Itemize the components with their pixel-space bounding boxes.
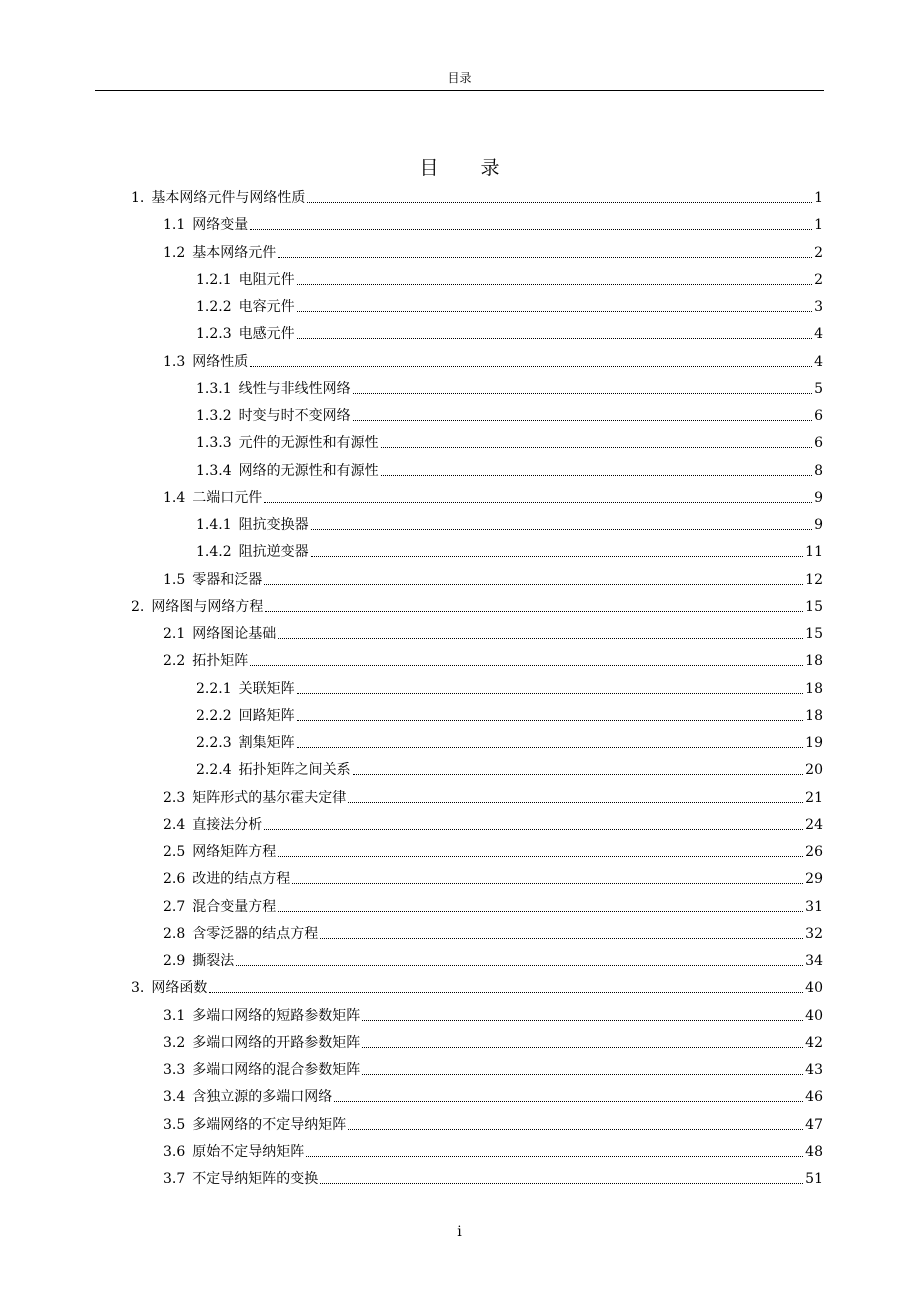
toc-entry-number: 2.2: [163, 653, 186, 670]
toc-entry-title: 线性与非线性网络: [238, 380, 351, 397]
toc-entry[interactable]: [163, 486, 823, 508]
toc-entry-page: 29: [805, 871, 823, 888]
toc-entry[interactable]: [163, 350, 823, 372]
toc-entry-leader: [264, 502, 812, 503]
toc-entry-number: 1.1: [163, 217, 186, 234]
toc-entry-leader: [297, 720, 804, 721]
toc-entry[interactable]: [196, 459, 823, 481]
toc-entry-leader: [297, 747, 804, 748]
toc-entry-title: 拓扑矩阵: [192, 653, 249, 670]
toc-entry-leader: [381, 447, 812, 448]
toc-entry-page: 32: [805, 925, 823, 942]
toc-entry-number: 3.4: [163, 1089, 186, 1106]
toc-entry-number: 1.2.2: [196, 299, 232, 315]
toc-entry[interactable]: [163, 813, 823, 835]
toc-entry-title: 电感元件: [238, 326, 295, 343]
toc-entry-number: 2.4: [163, 816, 186, 833]
toc-entry-title: 时变与时不变网络: [238, 408, 351, 424]
toc-entry[interactable]: [196, 431, 823, 453]
toc-entry-title: 多端口网络的开路参数矩阵: [192, 1034, 361, 1051]
toc-entry[interactable]: [163, 840, 823, 862]
toc-entry[interactable]: [131, 595, 823, 617]
toc-entry-number: 1.2.1: [196, 271, 232, 288]
toc-entry-leader: [278, 257, 812, 258]
toc-entry[interactable]: [196, 704, 823, 726]
toc-entry[interactable]: [196, 758, 823, 780]
page-number: i: [457, 1224, 462, 1240]
toc-entry-page: 40: [805, 1007, 823, 1024]
toc-entry-title: 二端口元件: [192, 489, 263, 506]
toc-entry[interactable]: [163, 622, 823, 644]
toc-entry-number: 2.2.3: [196, 735, 232, 751]
toc-entry-page: 40: [805, 980, 823, 997]
toc-entry[interactable]: [196, 731, 823, 753]
toc-entry-page: 5: [814, 380, 823, 397]
toc-entry-title: 多端网络的不定导纳矩阵: [192, 1116, 347, 1133]
toc-entry-leader: [264, 584, 803, 585]
toc-entry-number: 1.3.4: [196, 462, 232, 479]
toc-entry-number: 3.7: [163, 1171, 186, 1187]
toc-entry-title: 关联矩阵: [238, 680, 295, 697]
toc-entry-leader: [381, 475, 812, 476]
toc-entry-page: 9: [814, 489, 823, 506]
toc-entry[interactable]: [196, 540, 823, 562]
toc-entry[interactable]: [163, 568, 823, 590]
toc-entry[interactable]: [196, 295, 823, 317]
toc-entry-number: 1.2: [163, 244, 186, 261]
toc-entry[interactable]: [163, 949, 823, 971]
toc-entry-page: 51: [805, 1171, 823, 1187]
toc-entry-leader: [353, 393, 812, 394]
toc-entry-number: 2.: [131, 598, 145, 615]
toc-entry-title: 不定导纳矩阵的变换: [192, 1171, 319, 1187]
toc-entry-leader: [250, 366, 812, 367]
toc-entry[interactable]: [196, 377, 823, 399]
toc-entry[interactable]: [196, 513, 823, 535]
toc-entry-number: 1.4: [163, 489, 186, 506]
toc-entry-page: 8: [814, 462, 823, 479]
toc-entry[interactable]: [163, 241, 823, 263]
toc-entry-page: 42: [805, 1034, 823, 1051]
toc-entry-page: 4: [814, 326, 823, 343]
toc-entry-page: 2: [814, 271, 823, 288]
toc-entry-number: 3.2: [163, 1034, 186, 1051]
toc-entry-page: 15: [805, 598, 823, 615]
toc-entry-leader: [297, 338, 812, 339]
toc-entry-page: 47: [805, 1116, 823, 1133]
toc-entry-title: 网络图论基础: [192, 626, 277, 642]
toc-entry-leader: [292, 883, 803, 884]
toc-entry-leader: [209, 992, 803, 993]
toc-entry-number: 3.6: [163, 1143, 186, 1160]
toc-entry-page: 20: [805, 762, 823, 779]
toc-entry-page: 11: [805, 544, 823, 561]
toc-entry[interactable]: [163, 1058, 823, 1080]
toc-entry-title: 直接法分析: [192, 816, 263, 833]
toc-entry-title: 多端口网络的短路参数矩阵: [192, 1007, 361, 1024]
toc-entry-number: 2.6: [163, 871, 186, 888]
toc-entry-title: 零器和泛器: [192, 571, 263, 588]
toc-entry-page: 26: [805, 844, 823, 860]
toc-entry-title: 混合变量方程: [192, 898, 277, 915]
toc-entry-title: 电阻元件: [238, 271, 295, 288]
toc-entry-number: 1.5: [163, 571, 186, 588]
toc-entry-leader: [320, 938, 803, 939]
toc-entry-number: 1.4.1: [196, 517, 232, 533]
toc-entry-leader: [297, 311, 812, 312]
toc-entry-leader: [264, 829, 803, 830]
toc-entry-leader: [250, 665, 803, 666]
toc-entry-page: 4: [814, 353, 823, 370]
toc-entry-leader: [297, 693, 804, 694]
toc-entry-leader: [306, 1156, 803, 1157]
toc-entry-page: 18: [805, 653, 823, 670]
toc-entry-leader: [362, 1074, 803, 1075]
toc-entry[interactable]: [163, 895, 823, 917]
toc-entry-leader: [348, 1129, 803, 1130]
toc-entry[interactable]: [196, 322, 823, 344]
toc-entry-page: 34: [805, 953, 823, 969]
toc-entry-number: 2.8: [163, 925, 186, 942]
toc-entry-page: 18: [805, 680, 823, 697]
toc-entry-leader: [236, 965, 803, 966]
toc-entry-leader: [353, 420, 812, 421]
toc-entry[interactable]: [163, 1031, 823, 1053]
toc-entry-title: 矩阵形式的基尔霍夫定律: [192, 789, 347, 806]
toc-entry[interactable]: [163, 1113, 823, 1135]
running-header: 目录: [447, 71, 472, 85]
toc-entry-title: 多端口网络的混合参数矩阵: [192, 1062, 361, 1078]
toc-entry-title: 网络的无源性和有源性: [238, 462, 379, 479]
toc-entry-page: 19: [805, 735, 823, 751]
toc-entry-number: 3.: [131, 980, 145, 997]
toc-entry-leader: [297, 284, 812, 285]
toc-entry-title: 元件的无源性和有源性: [238, 435, 379, 452]
toc-entry-number: 1.: [131, 190, 145, 206]
toc-entry-page: 12: [805, 571, 823, 588]
toc-title: 目 录: [419, 157, 518, 179]
toc-entry-number: 1.3.3: [196, 435, 232, 452]
toc-entry-title: 网络性质: [192, 353, 249, 370]
toc-entry-leader: [334, 1101, 803, 1102]
toc-entry-title: 电容元件: [238, 299, 295, 315]
toc-entry-page: 1: [814, 217, 823, 234]
toc-entry-leader: [311, 529, 812, 530]
toc-entry-number: 1.3.1: [196, 380, 232, 397]
toc-entry-number: 2.2.1: [196, 680, 232, 697]
toc-entry-title: 阻抗逆变器: [238, 544, 309, 561]
toc-entry-number: 2.1: [163, 626, 186, 642]
toc-entry-title: 阻抗变换器: [238, 517, 309, 533]
toc-entry-number: 1.2.3: [196, 326, 232, 343]
toc-entry-number: 3.3: [163, 1062, 186, 1078]
toc-entry[interactable]: [163, 1085, 823, 1107]
toc-entry-leader: [278, 911, 803, 912]
toc-entry-number: 2.2.2: [196, 707, 232, 724]
toc-entry-leader: [311, 556, 804, 557]
toc-entry-number: 2.9: [163, 953, 186, 969]
toc-entry-title: 撕裂法: [192, 953, 235, 969]
toc-entry-number: 1.3: [163, 353, 186, 370]
toc-entry-title: 网络变量: [192, 217, 249, 234]
toc-entry-page: 6: [814, 435, 823, 452]
toc-entry-title: 网络函数: [151, 980, 208, 997]
toc-entry-number: 3.5: [163, 1116, 186, 1133]
toc-entry-page: 21: [805, 789, 823, 806]
toc-entry-leader: [278, 638, 803, 639]
toc-entry-leader: [353, 774, 804, 775]
toc-entry-leader: [250, 229, 812, 230]
toc-entry[interactable]: [163, 1140, 823, 1162]
toc-entry-number: 1.4.2: [196, 544, 232, 561]
toc-entry-number: 2.5: [163, 844, 186, 860]
toc-entry-title: 基本网络元件与网络性质: [151, 190, 306, 206]
toc-entry-leader: [348, 802, 803, 803]
toc-entry-title: 改进的结点方程: [192, 871, 291, 888]
toc-entry-page: 48: [805, 1143, 823, 1160]
toc-entry-number: 2.3: [163, 789, 186, 806]
toc-entry-title: 含零泛器的结点方程: [192, 925, 319, 942]
toc-entry-leader: [320, 1183, 803, 1184]
toc-entry-page: 15: [805, 626, 823, 642]
toc-entry[interactable]: [163, 649, 823, 671]
toc-entry-leader: [265, 611, 803, 612]
toc-entry[interactable]: [163, 213, 823, 235]
toc-entry-number: 2.2.4: [196, 762, 232, 779]
toc-entry-title: 含独立源的多端口网络: [192, 1089, 333, 1106]
toc-entry-page: 2: [814, 244, 823, 261]
toc-entry-page: 43: [805, 1062, 823, 1078]
toc-entry-page: 24: [805, 816, 823, 833]
toc-entry-page: 9: [814, 517, 823, 533]
toc-entry-title: 基本网络元件: [192, 244, 277, 261]
toc-entry-leader: [278, 856, 803, 857]
toc-entry[interactable]: [163, 922, 823, 944]
toc-entry-page: 18: [805, 707, 823, 724]
toc-entry[interactable]: [163, 1167, 823, 1189]
toc-entry-title: 网络矩阵方程: [192, 844, 277, 860]
toc-entry-page: 3: [814, 299, 823, 315]
toc-entry[interactable]: [163, 867, 823, 889]
toc-entry-title: 回路矩阵: [238, 707, 295, 724]
toc-entry-page: 6: [814, 408, 823, 424]
toc-entry-leader: [362, 1047, 803, 1048]
toc-entry-leader: [362, 1020, 803, 1021]
toc-entry[interactable]: [163, 1004, 823, 1026]
toc-entry-title: 割集矩阵: [238, 735, 295, 751]
toc-entry[interactable]: [131, 186, 823, 208]
toc-entry-leader: [307, 202, 812, 203]
toc-entry-title: 原始不定导纳矩阵: [192, 1143, 305, 1160]
toc-entry-page: 46: [805, 1089, 823, 1106]
toc-entry-title: 网络图与网络方程: [151, 598, 264, 615]
toc-entry-title: 拓扑矩阵之间关系: [238, 762, 351, 779]
toc-entry[interactable]: [131, 976, 823, 998]
toc-entry-number: 1.3.2: [196, 408, 232, 424]
toc-entry[interactable]: [163, 786, 823, 808]
toc-entry-page: 1: [814, 190, 823, 206]
toc-entry-number: 3.1: [163, 1007, 186, 1024]
toc-entry-number: 2.7: [163, 898, 186, 915]
toc-entry[interactable]: [196, 404, 823, 426]
toc-entry[interactable]: [196, 268, 823, 290]
toc-entry[interactable]: [196, 677, 823, 699]
toc-entry-page: 31: [805, 898, 823, 915]
